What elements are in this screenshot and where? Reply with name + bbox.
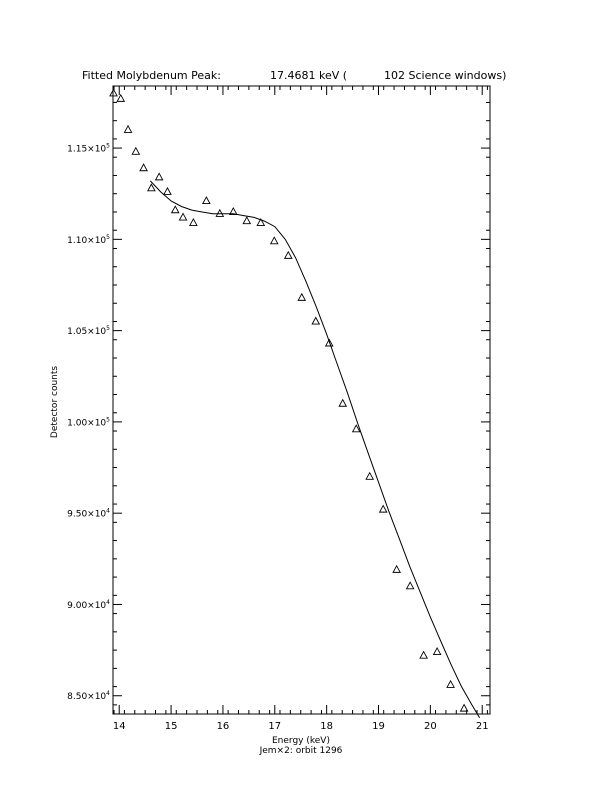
data-point xyxy=(298,294,305,301)
data-point xyxy=(285,252,292,259)
fit-curve xyxy=(150,181,479,718)
data-point xyxy=(393,566,400,573)
chart-title-label: Fitted Molybdenum Peak: xyxy=(82,69,221,82)
data-point xyxy=(216,210,223,217)
data-point xyxy=(110,89,117,96)
data-point xyxy=(190,219,197,226)
data-point xyxy=(339,400,346,407)
y-tick-label: $9.00\times 10^4$ xyxy=(67,598,110,611)
y-tick-label: $8.50\times 10^4$ xyxy=(67,690,110,703)
data-point xyxy=(124,126,131,133)
x-axis xyxy=(113,86,489,732)
data-point xyxy=(179,213,186,220)
chart-title-windows: 102 Science windows) xyxy=(384,69,507,82)
data-point xyxy=(164,188,171,195)
plot-frame xyxy=(113,86,490,714)
y-tick-label: $1.05\times 10^5$ xyxy=(67,325,110,338)
data-point xyxy=(312,318,319,325)
data-points xyxy=(110,89,468,711)
y-axis-label: Detector counts xyxy=(50,365,60,439)
data-point xyxy=(243,217,250,224)
x-tick-label: 21 xyxy=(475,721,489,732)
data-point xyxy=(132,148,139,155)
x-axis-label: Energy (keV) xyxy=(272,736,330,746)
y-tick-label: $1.15\times 10^5$ xyxy=(67,142,110,155)
y-tick-label: $1.00\times 10^5$ xyxy=(67,416,110,429)
data-point xyxy=(271,237,278,244)
x-tick-label: 16 xyxy=(216,721,230,732)
x-tick-label: 17 xyxy=(268,721,282,732)
data-point xyxy=(434,648,441,655)
y-axis xyxy=(67,102,490,704)
data-point xyxy=(140,164,147,171)
data-point xyxy=(447,681,454,688)
footer-label: Jem×2: orbit 1296 xyxy=(259,746,343,756)
data-point xyxy=(366,473,373,480)
x-tick-label: 19 xyxy=(372,721,385,732)
data-point xyxy=(156,173,163,180)
x-tick-label: 14 xyxy=(112,721,126,732)
y-tick-label: $1.10\times 10^5$ xyxy=(67,233,110,246)
data-point xyxy=(117,95,124,102)
data-point xyxy=(172,206,179,213)
x-tick-label: 20 xyxy=(423,721,437,732)
data-point xyxy=(203,197,210,204)
data-point xyxy=(420,652,427,659)
y-tick-label: $9.50\times 10^4$ xyxy=(67,507,110,520)
data-point xyxy=(407,582,414,589)
x-tick-label: 18 xyxy=(320,721,334,732)
chart-title-energy: 17.4681 keV ( xyxy=(270,69,348,82)
x-tick-label: 15 xyxy=(164,721,178,732)
data-point xyxy=(380,506,387,513)
